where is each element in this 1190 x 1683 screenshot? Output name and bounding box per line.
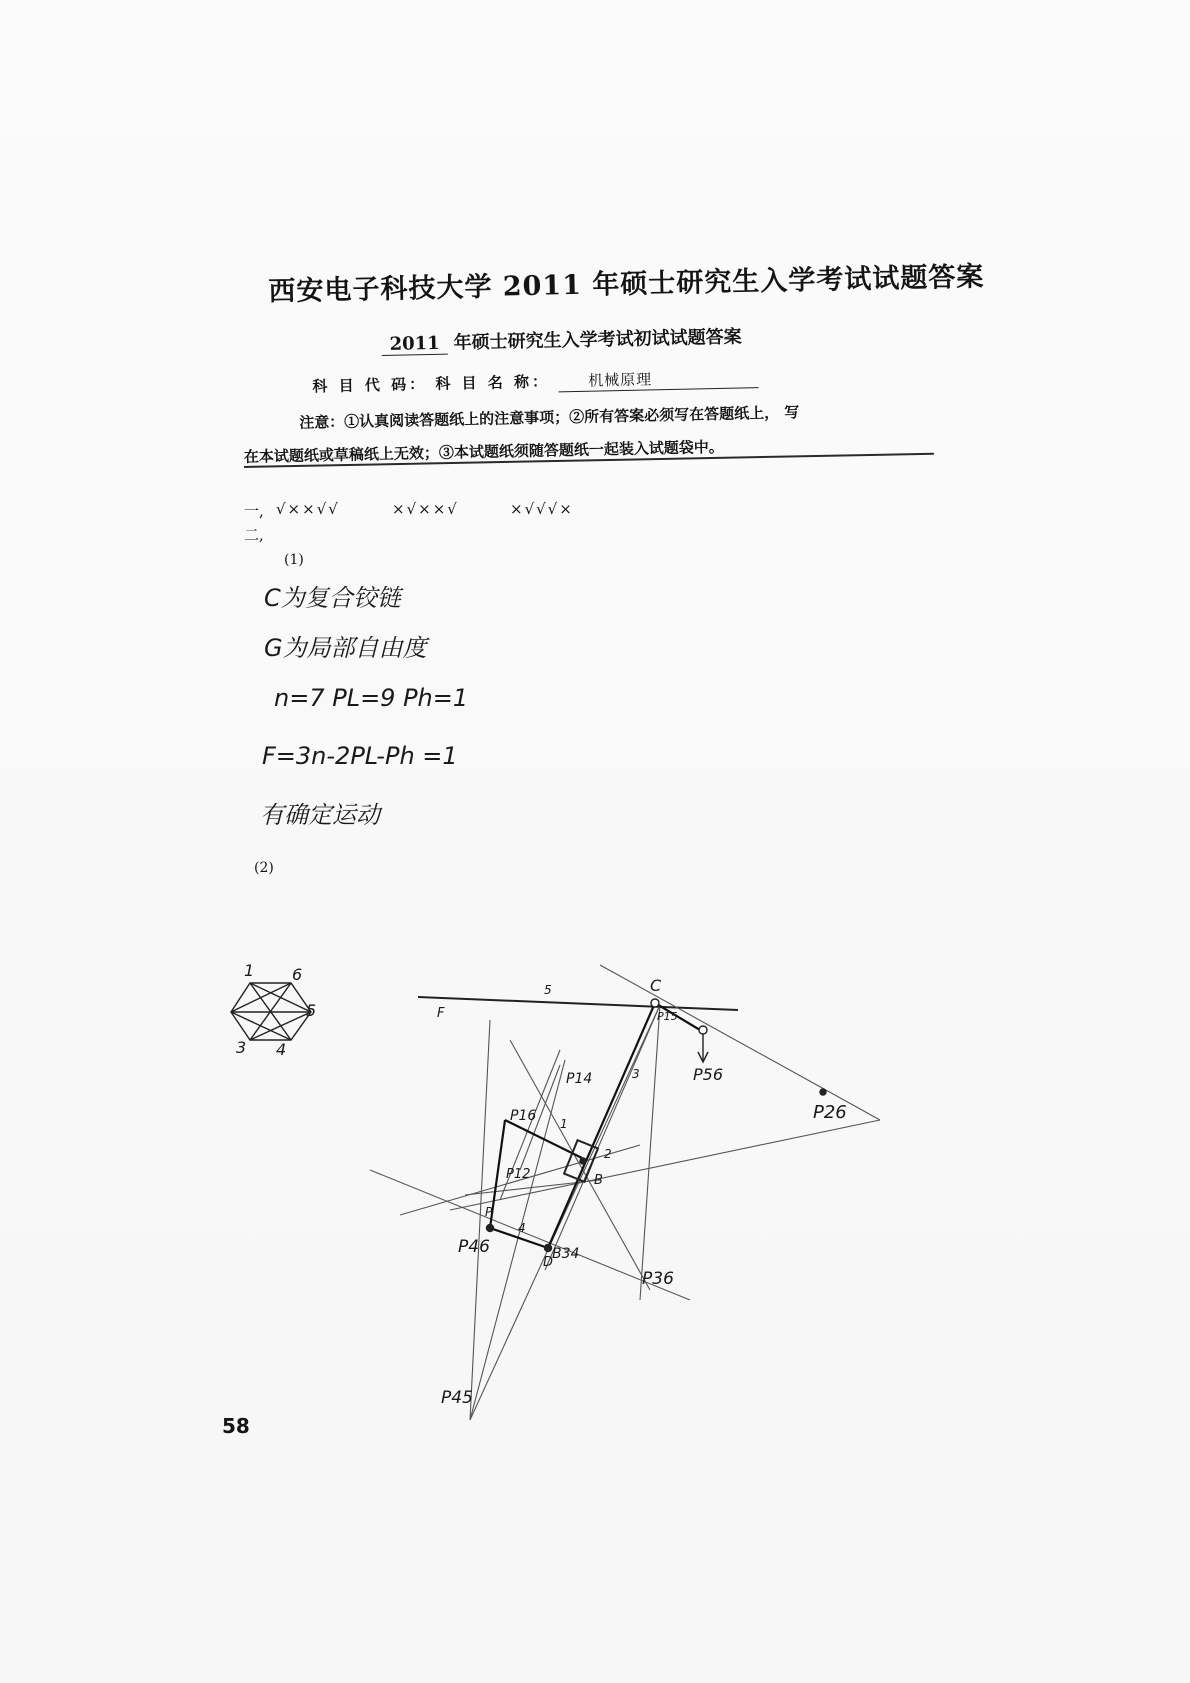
part-1-label: (1): [284, 552, 304, 568]
link-label-3: 3: [632, 1067, 640, 1081]
graph-label-6: 6: [292, 965, 303, 984]
handwritten-line-5: 有确定运动: [260, 801, 380, 829]
pole-label-P26: P26: [813, 1102, 847, 1123]
part-2-label: (2): [254, 860, 274, 876]
link-label-1: 1: [560, 1117, 568, 1131]
handwritten-line-1: C为复合铰链: [264, 584, 401, 612]
graph-label-1: 1: [244, 961, 255, 980]
page-number: 58: [222, 1414, 250, 1438]
main-title: 西安电子科技大学 2011 年硕士研究生入学考试试题答案: [268, 261, 985, 308]
handwritten-line-3: n=7 PL=9 Ph=1: [274, 684, 469, 712]
pole-label-P16: P16: [510, 1108, 537, 1124]
link-label-2: 2: [604, 1147, 612, 1161]
pole-label-P46: P46: [458, 1237, 490, 1257]
pole-label-P15: P15: [657, 1010, 678, 1023]
graph-label-5: 5: [306, 1001, 317, 1020]
pole-graph: [231, 983, 311, 1040]
handwritten-line-2: G为局部自由度: [264, 634, 427, 662]
pole-label-P45: P45: [441, 1388, 473, 1408]
construction-lines: [370, 965, 880, 1420]
section-1-group-2: ×√××√: [392, 500, 459, 518]
notice-line-2: 在本试题纸或草稿纸上无效；③本试题纸须随答题纸一起装入试题袋中。: [243, 437, 725, 466]
subject-name-value: 机械原理: [558, 366, 758, 392]
pole-label-B34: B34: [552, 1246, 580, 1262]
link-label-F: F: [437, 1006, 445, 1021]
pole-label-P56: P56: [693, 1065, 724, 1084]
sub-title-year: 2011: [381, 333, 448, 356]
handwritten-line-4: F=3n-2PL-Ph =1: [262, 742, 458, 770]
point-label-D: D: [543, 1255, 554, 1270]
subject-code-label: 科 目 代 码：: [312, 375, 428, 396]
section-1-group-1: √××√√: [276, 500, 340, 518]
point-label-P: P: [485, 1205, 493, 1219]
section-1-group-3: ×√√√×: [510, 500, 574, 518]
section-1-label: 一,: [244, 502, 264, 520]
point-label-C: C: [650, 976, 662, 995]
subject-name-label: 科 目 名 称：: [435, 372, 551, 393]
pole-label-P36: P36: [642, 1269, 674, 1289]
notice-line-1: 注意：①认真阅读答题纸上的注意事项；②所有答案必须写在答题纸上， 写: [299, 403, 800, 432]
link-label-4: 4: [518, 1221, 526, 1235]
pole-label-P12: P12: [506, 1167, 531, 1182]
sub-title-text: 年硕士研究生入学考试初试试题答案: [453, 326, 742, 354]
section-2-label: 二,: [244, 526, 264, 544]
point-label-B: B: [594, 1173, 603, 1188]
graph-label-4: 4: [276, 1040, 287, 1059]
mechanism-links: [490, 1003, 700, 1248]
link-label-5: 5: [544, 983, 552, 997]
pole-label-P14: P14: [566, 1071, 593, 1087]
graph-label-3: 3: [236, 1038, 247, 1057]
